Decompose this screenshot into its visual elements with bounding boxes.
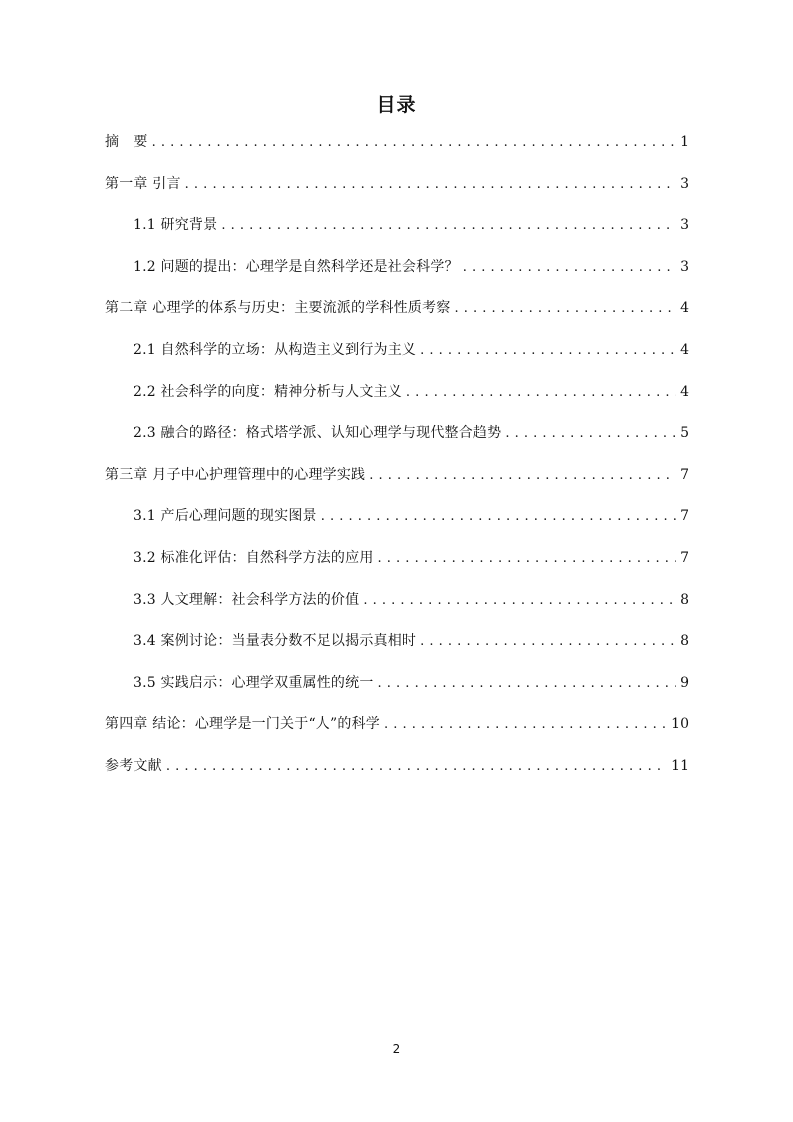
toc-entry-chapter-1[interactable] bbox=[105, 164, 689, 206]
dot-leader bbox=[454, 288, 676, 330]
toc-entry-section-3-4[interactable] bbox=[105, 621, 689, 663]
toc-entry-label: 3.3 人文理解：社会科学方法的价值 bbox=[133, 591, 360, 608]
toc-entry-page: 5 bbox=[680, 425, 689, 442]
dot-leader bbox=[420, 621, 676, 663]
dot-leader bbox=[406, 372, 676, 414]
toc-entry-label: 3.2 标准化评估：自然科学方法的应用 bbox=[133, 549, 374, 566]
toc-entry-page: 4 bbox=[680, 300, 689, 317]
toc-entry-section-3-3[interactable] bbox=[105, 580, 689, 622]
toc-entry-page: 10 bbox=[671, 716, 689, 733]
toc-entry-chapter-4[interactable] bbox=[105, 704, 689, 746]
toc-entry-page: 4 bbox=[680, 383, 689, 400]
dot-leader bbox=[166, 746, 667, 788]
toc-entry-label: 第四章 结论：心理学是一门关于“人”的科学 bbox=[105, 716, 380, 733]
toc-entry-label: 参考文献 bbox=[105, 757, 162, 774]
toc-entry-page: 8 bbox=[680, 633, 689, 650]
dot-leader bbox=[321, 496, 676, 538]
toc-entry-abstract[interactable] bbox=[105, 122, 689, 164]
toc-entry-page: 9 bbox=[680, 674, 689, 691]
dot-leader bbox=[378, 663, 677, 705]
dot-leader bbox=[384, 704, 667, 746]
dot-leader bbox=[369, 455, 676, 497]
dot-leader bbox=[378, 538, 677, 580]
toc-entry-section-1-1[interactable] bbox=[105, 205, 689, 247]
dot-leader bbox=[152, 122, 676, 164]
dot-leader bbox=[363, 580, 676, 622]
toc-entry-page: 8 bbox=[680, 591, 689, 608]
toc-entry-page: 3 bbox=[680, 217, 689, 234]
toc-entry-page: 7 bbox=[680, 549, 689, 566]
toc-entry-chapter-2[interactable] bbox=[105, 288, 689, 330]
toc-entry-label: 2.2 社会科学的向度：精神分析与人文主义 bbox=[133, 383, 402, 400]
toc-entry-label: 2.3 融合的路径：格式塔学派、认知心理学与现代整合趋势 bbox=[133, 425, 502, 442]
dot-leader bbox=[463, 247, 676, 289]
toc-entry-label: 1.2 问题的提出：心理学是自然科学还是社会科学？ bbox=[133, 258, 459, 275]
dot-leader bbox=[420, 330, 676, 372]
dot-leader bbox=[505, 413, 676, 455]
dot-leader bbox=[221, 205, 676, 247]
toc-entry-section-3-2[interactable] bbox=[105, 538, 689, 580]
toc-entry-section-1-2[interactable] bbox=[105, 247, 689, 289]
toc-entry-label: 摘 要 bbox=[105, 134, 148, 150]
toc-entry-label: 2.1 自然科学的立场：从构造主义到行为主义 bbox=[133, 341, 417, 358]
toc-entry-section-3-5[interactable] bbox=[105, 663, 689, 705]
toc-entry-references[interactable] bbox=[105, 746, 689, 788]
toc-entry-label: 第一章 引言 bbox=[105, 175, 181, 192]
toc-entry-label: 3.1 产后心理问题的现实图景 bbox=[133, 508, 317, 525]
toc-entry-label: 3.4 案例讨论：当量表分数不足以揭示真相时 bbox=[133, 633, 417, 650]
page-title: 目录 bbox=[376, 94, 417, 116]
toc-entry-section-2-3[interactable] bbox=[105, 413, 689, 455]
toc-entry-label: 3.5 实践启示：心理学双重属性的统一 bbox=[133, 674, 374, 691]
toc-entry-section-2-1[interactable] bbox=[105, 330, 689, 372]
toc-entry-page: 3 bbox=[680, 258, 689, 275]
toc-entry-label: 第二章 心理学的体系与历史：主要流派的学科性质考察 bbox=[105, 300, 451, 317]
toc-entry-page: 1 bbox=[680, 134, 689, 150]
toc-entry-page: 7 bbox=[680, 466, 689, 483]
toc-entry-section-3-1[interactable] bbox=[105, 496, 689, 538]
table-of-contents bbox=[105, 122, 689, 788]
dot-leader bbox=[185, 164, 676, 206]
toc-entry-page: 11 bbox=[671, 757, 689, 774]
toc-entry-page: 4 bbox=[680, 341, 689, 358]
toc-entry-label: 1.1 研究背景 bbox=[133, 217, 218, 234]
toc-entry-label: 第三章 月子中心护理管理中的心理学实践 bbox=[105, 466, 366, 483]
toc-entry-page: 3 bbox=[680, 175, 689, 192]
toc-entry-page: 7 bbox=[680, 508, 689, 525]
toc-entry-chapter-3[interactable] bbox=[105, 455, 689, 497]
toc-entry-section-2-2[interactable] bbox=[105, 372, 689, 414]
page-number: 2 bbox=[392, 1042, 401, 1056]
